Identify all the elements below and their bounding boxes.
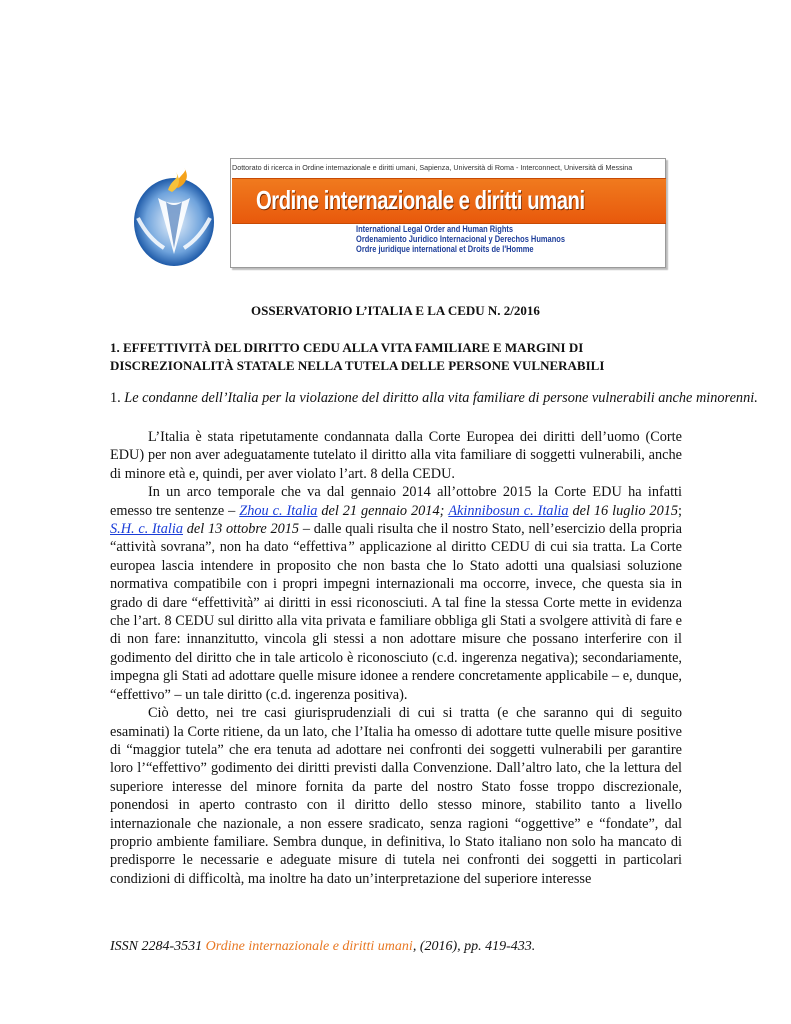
paragraph-3: Ciò detto, nei tre casi giurisprudenziali di cui si tratta (e che saranno qui di seguito esaminati) la Corte ritiene, da un lato, che l’Italia ha omesso di adottare tutte quelle misure positive di “maggior tutela” che era tenuta ad adottare nei confronti dei soggetti vulnerabili per garantire loro l’“effettivo” godimento dei diritti previsti dalla Convenzione. Dall’altro lato, che la lettura del superiore interesse del minore fornita da parte del nostro Stato fosse troppo discrezionale, ponendosi in aperto contrasto con il diritto dello stesso minore, stabilito tanto a livello internazionale che nazionale, a non essere sradicato, senza ragioni “oggettive” e “fondate”, dal proprio ambiente familiare. Sembra dunque, in definitiva, lo Stato italiano non solo ha mancato di predisporre le necessarie e adeguate misure di tutela nei confronti dei soggetti in particolari condizioni di difficoltà, ma inoltre ha dato un’interpretazione del superiore interesse [110, 705, 682, 887]
journal-subtitles [356, 224, 565, 255]
case-link-akinnibosun[interactable]: Akinnibosun c. Italia [448, 502, 569, 519]
case-link-zhou[interactable]: Zhou c. Italia [239, 502, 318, 519]
doctorate-line: Dottorato di ricerca in Ordine internazionale e diritti umani, Sapienza, Università di Roma - Interconnect, Università di Messina [232, 163, 633, 172]
case-date-1: del 21 gennaio 2014; [317, 502, 445, 519]
p2-sep-2: ; [678, 502, 683, 519]
journal-title: Ordine internazionale e diritti umani [256, 185, 585, 215]
page-footer [110, 939, 535, 955]
case-date-3: del 13 ottobre 2015 [183, 521, 300, 538]
paragraph-2 [110, 483, 682, 704]
p2-rest: applicazione al diritto CEDU di cui sia tratta. La Corte europea lascia intendere in proposito che non basta che lo Stato adotti una qualsiasi soluzione normativa compatibile con i propri impegni internazionali ma occorre, invece, che questa sia in grado di dare “effettività” ai diritti in essi riconosciuti. A tal fine la stessa Corte mette in evidenza che l’art. 8 CEDU sul diritto alla vita privata e familiare obbliga gli Stati a svolgere attività di fare e di non fare: innanzitutto, vincola gli stessi a non adottare misure che possano interferire con il godimento del diritto che in tale articolo è riconosciuto (c.d. ingerenza negativa); secondariamente, impegna gli Stati ad adottare quelle misure idonee a rendere concretamente applicabile – e, dunque, “effettivo” – un tale diritto (c.d. ingerenza positiva). [110, 539, 682, 703]
p2-quote-end: ” [346, 539, 355, 556]
subtitle-es: Ordenamiento Juridico Internacional y Derechos Humanos [356, 234, 566, 245]
p2-intro: In un arco temporale che va dal gennaio 2014 all’ottobre 2015 la Corte EDU ha infatti emesso tre sentenze – [110, 484, 682, 519]
observatory-title: OSSERVATORIO L’ITALIA E LA CEDU N. 2/2016 [251, 303, 540, 318]
subtitle-fr: Ordre juridique international et Droits de l'Homme [356, 244, 534, 255]
footer-journal-name: Ordine internazionale e diritti umani [205, 939, 413, 954]
paragraph-1: L’Italia è stata ripetutamente condannata dalla Corte Europea dei diritti dell’uomo (Corte EDU) per non aver adeguatamente tutelato il diritto alla vita familiare di soggetti vulnerabili, anche di minore età e, quindi, per aver violato l’art. 8 della CEDU. [110, 429, 682, 482]
case-date-2: del 16 luglio 2015 [568, 502, 679, 519]
subsection-heading [110, 390, 758, 407]
subtitle-en: International Legal Order and Human Rights [356, 224, 514, 234]
journal-logo-icon [128, 168, 224, 268]
subsection-number: 1. [110, 390, 125, 406]
subsection-text: Le condanne dell’Italia per la violazione del diritto alla vita familiare di persone vulnerabili anche minorenni. [124, 390, 758, 406]
p2-mid: – dalle quali risulta che il nostro Stato, nell’esercizio della propria “attività sovrana”, non ha dato “effettiva [110, 521, 682, 556]
footer-issn: ISSN 2284-3531 [110, 939, 206, 954]
article-body [110, 428, 682, 888]
section-title: 1. EFFETTIVITÀ DEL DIRITTO CEDU ALLA VITA FAMILIARE E MARGINI DI DISCREZIONALITÀ STATALE NELLA TUTELA DELLE PERSONE VULNERABILI [110, 340, 605, 373]
footer-details: , (2016), pp. 419-433. [412, 939, 536, 954]
case-link-sh[interactable]: S.H. c. Italia [110, 521, 183, 538]
